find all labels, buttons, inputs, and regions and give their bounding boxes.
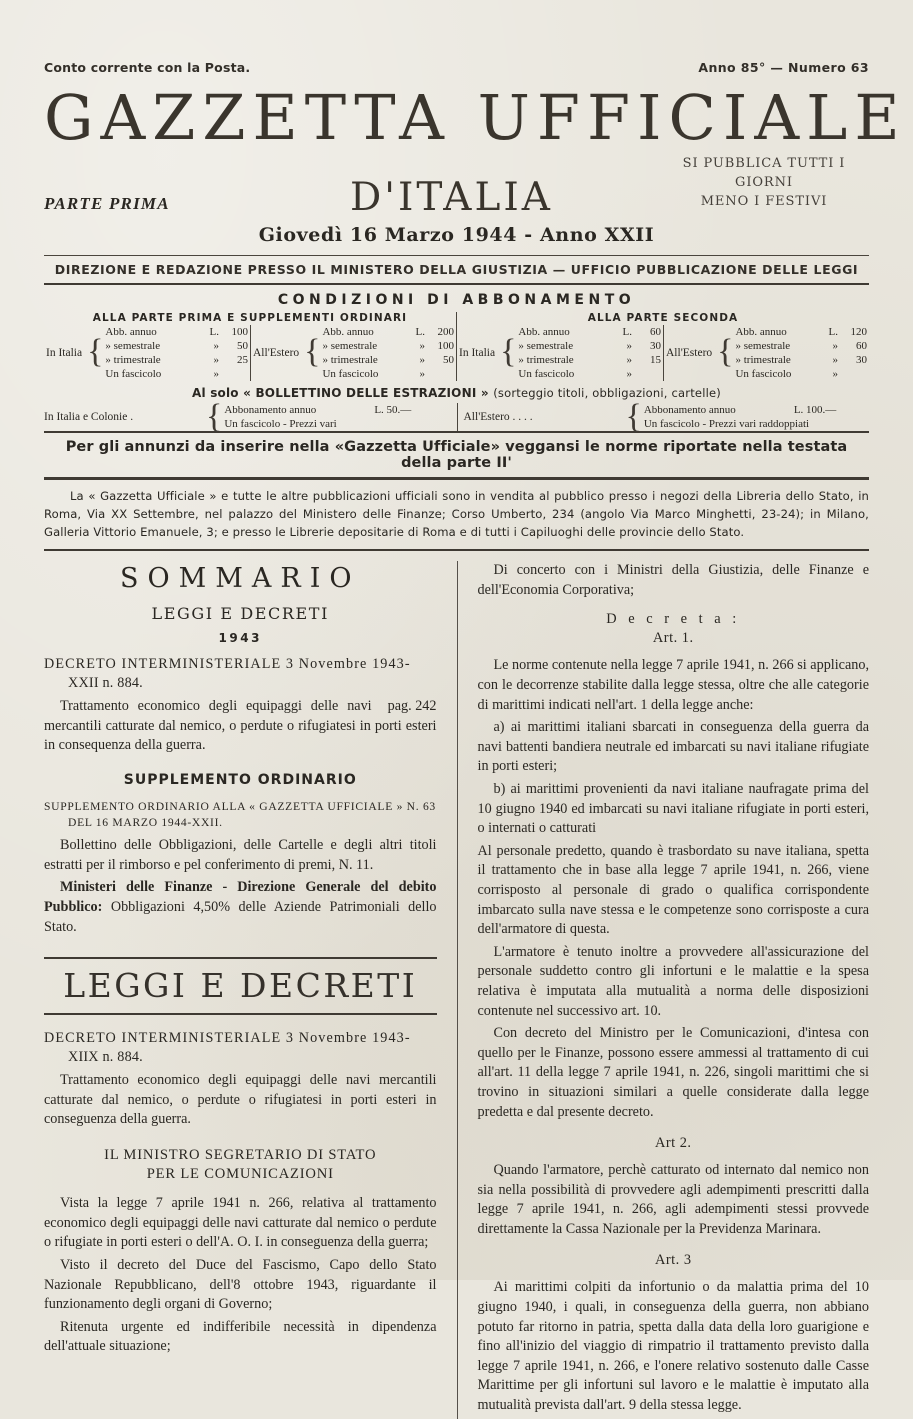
article-1-paragraph-4: Con decreto del Ministro per le Comunicazioni, d'intesa con quello per le Finanze, possono essere ammessi al trattamento di cui all'art. 11 della legge 7 aprile 1941, n. 226, singoli marittimi che si trovino in situazioni similari a quelle considerate dalla legge predetta e dal presente decreto. xyxy=(477,1025,869,1120)
article-1-paragraph-1: Le norme contenute nella legge 7 aprile 1941, n. 266 si applicano, con le decorrenze stabilite dalla legge stessa, oltre che alle categorie di marittimi indicati nell'art. 1 della legge anche: xyxy=(477,657,869,713)
brace-glyph: { xyxy=(500,333,517,371)
sommario-title: SOMMARIO xyxy=(119,563,361,595)
part-two-italy-cell xyxy=(457,325,663,381)
article-1-item-a: a) ai marittimi italiani sbarcati in conseguenza della guerra da navi battenti bandiera neutrale ed imbarcati su navi italiane rifugiate in porti esteri; xyxy=(477,719,869,775)
direction-bar: DIREZIONE E REDAZIONE PRESSO IL MINISTERO DELLA GIUSTIZIA — UFFICIO PUBBLICAZIONE DELLE LEGGI xyxy=(54,261,859,277)
postal-account-note: Conto corrente con la Posta. xyxy=(44,60,251,75)
supplement-title: SUPPLEMENTO ORDINARIO xyxy=(123,771,357,788)
label-abroad: All'Estero xyxy=(253,346,300,359)
preamble-paragraph-2: Visto il decreto del Duce del Fascismo, Capo dello Stato Nazionale Repubblicano, dell'8 ottobre 1943, riguardante il funzionamento degli organi di Governo; xyxy=(44,1256,437,1313)
top-line xyxy=(44,0,869,75)
frequency-line-1: SI PUBBLICA TUTTI I GIORNI xyxy=(682,156,846,190)
minister-heading xyxy=(44,1146,437,1185)
article-1-paragraph-3: L'armatore è tenuto inoltre a provvedere all'assicurazione del personale suddetto contro gli infortuni e le malattie e la spesa relativa è imputata alla mutualità a norma delle disposizioni contenute nel successivo art. 10. xyxy=(477,943,869,1019)
sommario-decree-reference xyxy=(44,655,437,693)
supplement-item-bulletin: Bollettino delle Obbligazioni, delle Cartelle e degli altri titoli estratti per il rimborso e pel conferimento di premi, N. 11. xyxy=(44,837,437,873)
article-2-paragraph-1: Quando l'armatore, perchè catturato od internato dal nemico non sia nella possibilità di provvedere agli adempimenti prescritti dalla legge 7 aprile 1941, n. 266, agli adempimenti stessi provvede direttamente la Cassa Nazionale per la Previdenza Marinara. xyxy=(477,1162,869,1237)
masthead-secondary-row xyxy=(44,155,869,220)
bulletin-abroad-line1: Abbonamento annuo xyxy=(643,403,736,416)
content-columns xyxy=(44,551,869,1418)
sommario-decree-ref-cont: XXII n. 884. xyxy=(68,675,143,692)
sales-notice-line-1: La « Gazzetta Ufficiale » e tutte le altre pubblicazioni ufficiali sono in vendita al pubblico presso i negozi della Libreria dello xyxy=(70,489,815,504)
rate-row: Abb. annuo L. 200 xyxy=(322,325,454,338)
part-two-abroad-cell xyxy=(663,325,869,381)
article-1-item-b: b) ai marittimi provenienti da navi italiane naufragate prima del 10 giugno 1940 ed imbarcati su navi italiane rifugiate in porti esteri, o internati o catturati xyxy=(477,781,869,837)
laws-decree-ref-cont: XIIX n. 884. xyxy=(68,1049,143,1066)
rate-row: Abb. annuo L. 60 xyxy=(518,325,661,338)
bulletin-abroad-label: All'Estero . . . . xyxy=(463,411,533,424)
issue-number: Anno 85° — Numero 63 xyxy=(698,60,869,75)
brace-glyph: { xyxy=(87,333,104,371)
bulletin-title-bold: Al solo « BOLLETTINO DELLE ESTRAZIONI » xyxy=(192,385,489,400)
right-column xyxy=(457,561,870,1418)
part-one-header: ALLA PARTE PRIMA E SUPPLEMENTI ORDINARI xyxy=(92,311,408,324)
bulletin-italy-line2: Un fascicolo - Prezzi vari xyxy=(224,418,337,431)
bulletin-italy-label: In Italia e Colonie . xyxy=(44,411,134,424)
announcements-notice: Per gli annunzi da inserire nella «Gazzetta Ufficiale» veggansi le norme riportate nella testata della parte II' xyxy=(65,439,848,472)
bulletin-rate-table xyxy=(44,397,869,435)
publication-frequency xyxy=(659,155,869,220)
minister-heading-line-2: PER LE COMUNICAZIONI xyxy=(146,1166,334,1183)
part-two-header: ALLA PARTE SECONDA xyxy=(587,311,739,324)
supplement-reference xyxy=(44,797,437,830)
preamble-paragraph-4: Di concerto con i Ministri della Giustizia, delle Finanze e dell'Economia Corporativa; xyxy=(477,562,869,598)
rate-row: » trimestrale » 15 xyxy=(518,353,661,366)
sommario-year: 1943 xyxy=(218,631,262,646)
brace-glyph: { xyxy=(206,397,223,435)
part-label: PARTE PRIMA xyxy=(44,193,170,213)
rate-row: Un fascicolo » xyxy=(518,367,632,380)
rate-row: » trimestrale » 30 xyxy=(735,353,867,366)
dateline: Giovedì 16 Marzo 1944 - Anno XXII xyxy=(258,223,655,246)
part-one-italy-cell xyxy=(44,325,250,381)
laws-decree-reference xyxy=(44,1029,437,1067)
minister-heading-line-1: IL MINISTRO SEGRETARIO DI STATO xyxy=(104,1146,377,1163)
rate-row: Abb. annuo L. 100 xyxy=(105,325,248,338)
sommario-page-reference: pag. 242 xyxy=(387,698,437,715)
sales-notice xyxy=(44,480,869,549)
label-abroad: All'Estero xyxy=(666,346,713,359)
rate-row: Abb. annuo L. 120 xyxy=(735,325,867,338)
decreta-heading: D e c r e t a : xyxy=(606,611,741,628)
preamble-paragraph-3: Ritenuta urgente ed indifferibile necessità in dipendenza dell'attuale situazione; xyxy=(44,1318,437,1355)
label-italy: In Italia xyxy=(459,346,496,359)
bulletin-subscription-title xyxy=(44,381,869,403)
rate-row: Un fascicolo » xyxy=(322,367,425,380)
sommario-section-heading: LEGGI E DECRETI xyxy=(151,604,329,624)
article-3-heading: Art. 3 xyxy=(654,1252,692,1269)
sommario-decree-summary xyxy=(44,697,437,756)
part-one-abroad-cell xyxy=(250,325,456,381)
label-italy: In Italia xyxy=(46,346,83,359)
supplement-item-finance-rest: Obbligazioni 4,50% delle Aziende Patrimoniali dello Stato. xyxy=(44,899,437,935)
brace-glyph: { xyxy=(625,397,642,435)
sommario-summary-text: Trattamento economico degli equipaggi delle navi mercantili catturate dal nemico, o perdute o rifugiatesi in porti esteri in consequenza della guerra. xyxy=(44,698,437,754)
supplement-item-finance-lead: Ministeri delle Finanze - Direzione Generale del debito Pubblico: xyxy=(44,879,437,916)
subscription-table xyxy=(44,312,869,381)
article-1-paragraph-2: Al personale predetto, quando è trasbordato su nave italiana, spetta il trattamento che in base alla legge 7 aprile 1941, n. 266, viene corrisposto al personale di grado o qualifica corrispondente imbarcato sulla nave stessa e le competenze sono corrisposte a cura dell'armatore di questa. xyxy=(477,842,869,938)
left-column xyxy=(44,561,457,1418)
supplement-item-finance xyxy=(44,878,437,937)
article-3-paragraph-1: Ai marittimi colpiti da infortunio o da malattia prima del 10 giugno 1940, i quali, in conseguenza della guerra, non abbiano potuto far ritorno in patria, spetta dalla data della loro guarigione e fino all'inizio del viaggio di rimpatrio il trattamento previsto dalla legge 7 aprile 1941, n. 266, e l'onere relativo sostenuto dalle Casse Marittime per gli infortuni sul lavoro e le malattie è imputato alla mutualità prevista dall'art. 9 della stessa legge. xyxy=(477,1279,869,1414)
bulletin-italy-cell xyxy=(44,397,457,435)
brace-glyph: { xyxy=(304,333,321,371)
preamble-paragraph-1: Vista la legge 7 aprile 1941 n. 266, relativa al trattamento economico degli equipaggi delle navi catturate dal nemico o perdute o rifugiate in porti esteri o dell'A. O. I. in conseguenza della guerra; xyxy=(44,1195,437,1251)
rate-row: » trimestrale » 50 xyxy=(322,353,454,366)
supplement-ref-cont: DEL 16 MARZO 1944-XXII. xyxy=(68,815,223,829)
bulletin-abroad-value: L. 100.— xyxy=(793,403,837,416)
rate-row: Un fascicolo » xyxy=(105,367,219,380)
rate-row: Un fascicolo » xyxy=(735,367,838,380)
sommario-decree-ref-main: DECRETO INTERMINISTERIALE 3 Novembre 1943- xyxy=(44,656,411,673)
sales-notice-line-3: 23-24); in Milano, Galleria Vittorio Emanuele, 3; e presso le Librerie depositarie di Roma e di tutti i Capiluoghi delle provincie xyxy=(44,507,869,539)
laws-decree-summary: Trattamento economico degli equipaggi delle navi mercantili catturate dal nemico, o perdute o rifugiatesi in porti esteri in conseguenza della guerra. xyxy=(44,1072,437,1128)
laws-section-banner: LEGGI E DECRETI xyxy=(44,957,437,1015)
sales-notice-line-4: dello Stato. xyxy=(677,524,745,539)
rate-row: » semestrale » 50 xyxy=(105,339,248,352)
article-2-heading: Art 2. xyxy=(654,1135,692,1152)
laws-decree-ref-main: DECRETO INTERMINISTERIALE 3 Novembre 1943- xyxy=(44,1030,411,1047)
rate-row: » semestrale » 30 xyxy=(518,339,661,352)
sales-notice-line-2: Stato, in Roma, Via XX Settembre, nel palazzo del Ministero delle Finanze; Corso Umberto, 234 (angolo Via Marco Minghetti, xyxy=(44,489,869,522)
subscription-conditions-title: CONDIZIONI DI ABBONAMENTO xyxy=(277,291,636,308)
supplement-ref-main: SUPPLEMENTO ORDINARIO ALLA « GAZZETTA UFFICIALE » N. 63 xyxy=(44,799,436,813)
rate-row: » semestrale » 100 xyxy=(322,339,454,352)
frequency-line-2: MENO I FESTIVI xyxy=(700,193,828,209)
bulletin-title-light: (sorteggio titoli, obbligazioni, cartelle) xyxy=(493,385,721,400)
bulletin-italy-line1: Abbonamento annuo xyxy=(224,403,317,416)
bulletin-abroad-cell xyxy=(457,397,870,435)
subscription-part-one xyxy=(44,312,456,381)
bulletin-abroad-line2: Un fascicolo - Prezzi vari raddoppiati xyxy=(643,418,810,431)
rate-row: » trimestrale » 25 xyxy=(105,353,248,366)
masthead-title: GAZZETTA UFFICIALE xyxy=(44,81,907,154)
masthead-subtitle: D'ITALIA xyxy=(350,174,553,220)
bulletin-italy-value: L. 50.— xyxy=(374,403,412,416)
subscription-part-two xyxy=(456,312,869,381)
brace-glyph: { xyxy=(717,333,734,371)
rate-row: » semestrale » 60 xyxy=(735,339,867,352)
article-1-heading: Art. 1. xyxy=(652,630,694,647)
